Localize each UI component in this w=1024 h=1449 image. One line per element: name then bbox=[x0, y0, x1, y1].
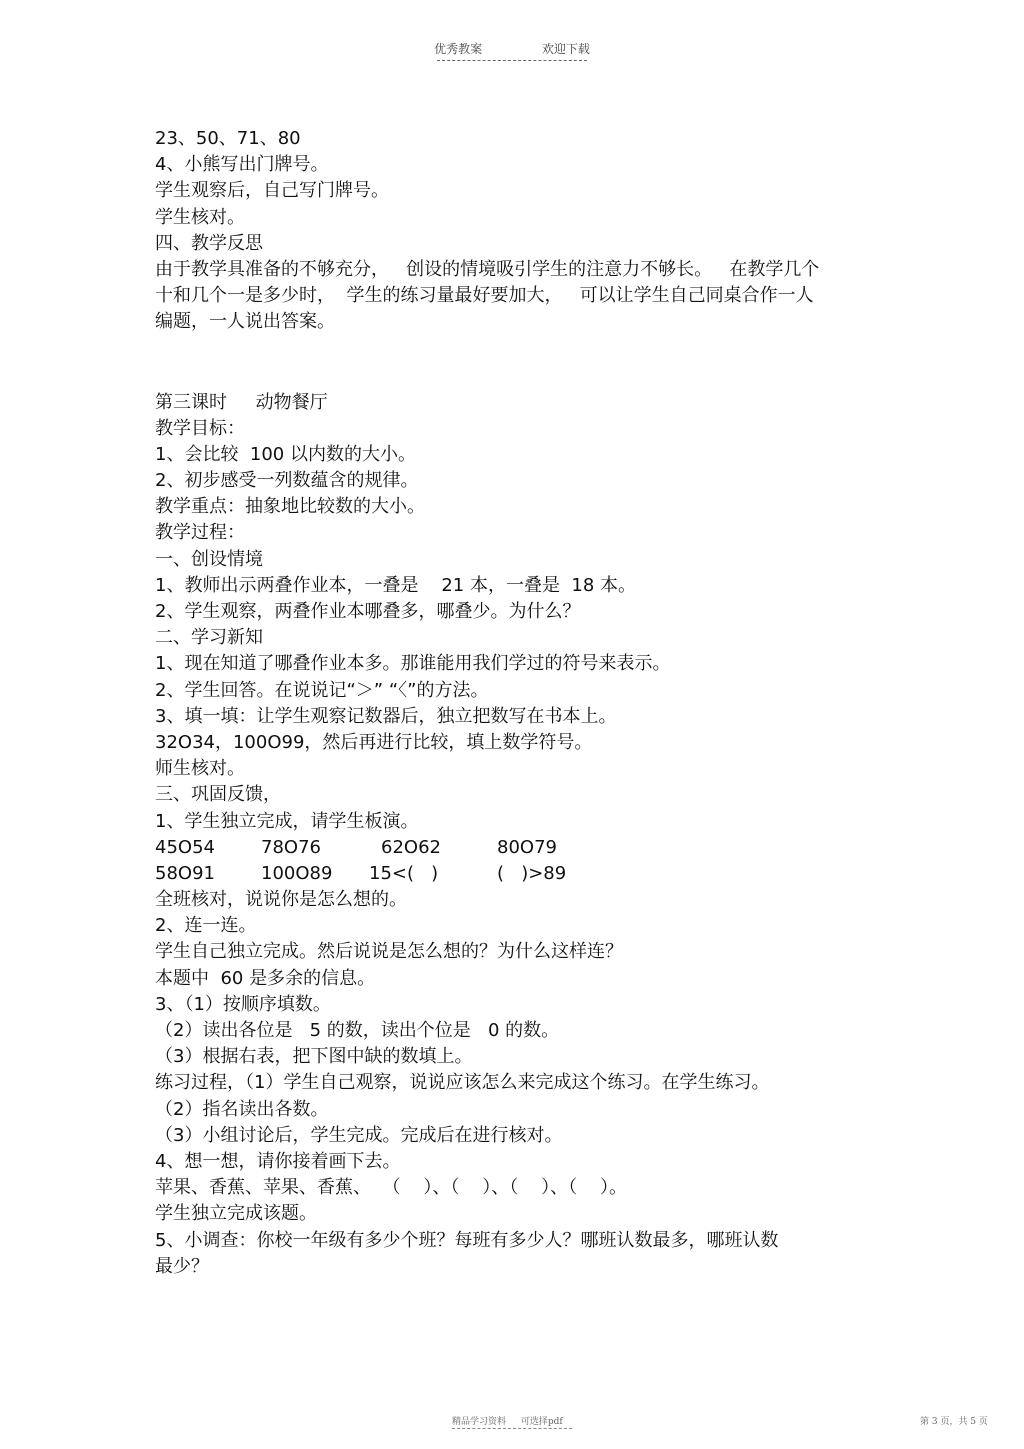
header-divider bbox=[437, 60, 587, 61]
exercise-item: 45O54 bbox=[155, 836, 215, 858]
exercise-item: 80O79 bbox=[497, 836, 557, 858]
text-line: 2、初步感受一列数蕴含的规律。 bbox=[155, 470, 419, 492]
text-line: （3）小组讨论后，学生完成。完成后在进行核对。 bbox=[155, 1124, 563, 1146]
page-footer bbox=[0, 1414, 1024, 1434]
text-line: 2、学生观察，两叠作业本哪叠多，哪叠少。为什么？ bbox=[155, 601, 581, 622]
exercise-row bbox=[155, 861, 875, 887]
text-line: 2、连一连。 bbox=[155, 915, 257, 937]
exercise-item: 58O91 bbox=[155, 862, 215, 884]
footer-divider bbox=[452, 1428, 572, 1429]
section-heading: 三、巩固反馈， bbox=[155, 784, 281, 806]
header-text bbox=[0, 40, 1024, 57]
text-line: 练习过程，（1）学生自己观察，说说应该怎么来完成这个练习。在学生练习。 bbox=[155, 1072, 770, 1094]
exercise-row bbox=[155, 835, 875, 861]
header-left-label: 优秀教案 bbox=[434, 42, 483, 56]
section-heading: 一、创设情境 bbox=[155, 548, 263, 570]
text-line: 5、小调查：你校一年级有多少个班？每班有多少人？哪班认数最多，哪班认数 bbox=[155, 1229, 779, 1251]
text-line: 由于教学具准备的不够充分， 创设的情境吸引学生的注意力不够长。 在教学几个 bbox=[155, 258, 820, 280]
section-reflection bbox=[155, 126, 875, 336]
text-line: 全班核对，说说你是怎么想的。 bbox=[155, 889, 407, 911]
text-line: （2）指名读出各数。 bbox=[155, 1098, 329, 1120]
text-line: 学生核对。 bbox=[155, 206, 245, 228]
section-heading: 四、教学反思 bbox=[155, 232, 263, 254]
text-line: 1、会比较 100 以内数的大小。 bbox=[155, 443, 416, 465]
text-line: 4、小熊写出门牌号。 bbox=[155, 154, 329, 176]
page-header bbox=[0, 40, 1024, 61]
section-lesson-three bbox=[155, 390, 875, 835]
exercise-item: ( )>89 bbox=[497, 862, 567, 884]
text-line: （3）根据右表，把下图中缺的数填上。 bbox=[155, 1046, 473, 1068]
text-line: 3、填一填：让学生观察记数器后，独立把数写在书本上。 bbox=[155, 705, 617, 727]
section-gap bbox=[155, 336, 875, 390]
text-line: 教学重点：抽象地比较数的大小。 bbox=[155, 496, 425, 518]
footer-middle-label: 可选择pdf bbox=[520, 1417, 563, 1427]
text-line: 苹果、香蕉、苹果、香蕉、 （ ）、（ ）、（ ）、（ ）。 bbox=[155, 1177, 627, 1199]
text-line: 1、教师出示两叠作业本，一叠是 21 本，一叠是 18 本。 bbox=[155, 574, 637, 596]
text-line: 最少？ bbox=[155, 1255, 209, 1277]
text-line: （2）读出各位是 5 的数，读出个位是 0 的数。 bbox=[155, 1020, 560, 1041]
text-line: 3、（1）按顺序填数。 bbox=[155, 993, 331, 1015]
text-line: 十和几个一是多少时， 学生的练习量最好要加大， 可以让学生自己同桌合作一人 bbox=[155, 285, 814, 307]
exercise-item: 15<( ) bbox=[369, 862, 439, 884]
text-line: 教学目标： bbox=[155, 417, 245, 439]
section-heading: 二、学习新知 bbox=[155, 627, 263, 649]
document-body bbox=[155, 126, 875, 1280]
text-line: 学生自己独立完成。然后说说是怎么想的？为什么这样连？ bbox=[155, 941, 623, 963]
text-line: 1、学生独立完成，请学生板演。 bbox=[155, 810, 419, 832]
text-line: 4、想一想，请你接着画下去。 bbox=[155, 1150, 401, 1172]
text-line: 1、现在知道了哪叠作业本多。那谁能用我们学过的符号来表示。 bbox=[155, 653, 671, 675]
section-practice bbox=[155, 887, 875, 1280]
exercise-item: 62O62 bbox=[381, 836, 441, 858]
footer-left-label: 精品学习资料 bbox=[452, 1417, 507, 1427]
text-line: 教学过程： bbox=[155, 522, 245, 544]
lesson-title: 第三课时 动物餐厅 bbox=[155, 391, 328, 413]
text-line: 2、学生回答。在说说记“＞” “〈”的方法。 bbox=[155, 679, 489, 701]
page-number: 第 3 页，共 5 页 bbox=[920, 1417, 988, 1427]
text-line: 32O34，100O99，然后再进行比较，填上数学符号。 bbox=[155, 731, 593, 753]
exercise-item: 78O76 bbox=[261, 836, 321, 858]
text-line: 学生观察后，自己写门牌号。 bbox=[155, 180, 389, 202]
text-line: 师生核对。 bbox=[155, 758, 245, 780]
footer-center bbox=[452, 1414, 575, 1427]
text-line: 本题中 60 是多余的信息。 bbox=[155, 967, 376, 989]
text-line: 23、50、71、80 bbox=[155, 128, 301, 149]
exercise-item: 100O89 bbox=[261, 862, 333, 884]
text-line: 编题，一人说出答案。 bbox=[155, 311, 335, 333]
text-line: 学生独立完成该题。 bbox=[155, 1203, 317, 1225]
header-right-label: 欢迎下载 bbox=[541, 42, 590, 56]
